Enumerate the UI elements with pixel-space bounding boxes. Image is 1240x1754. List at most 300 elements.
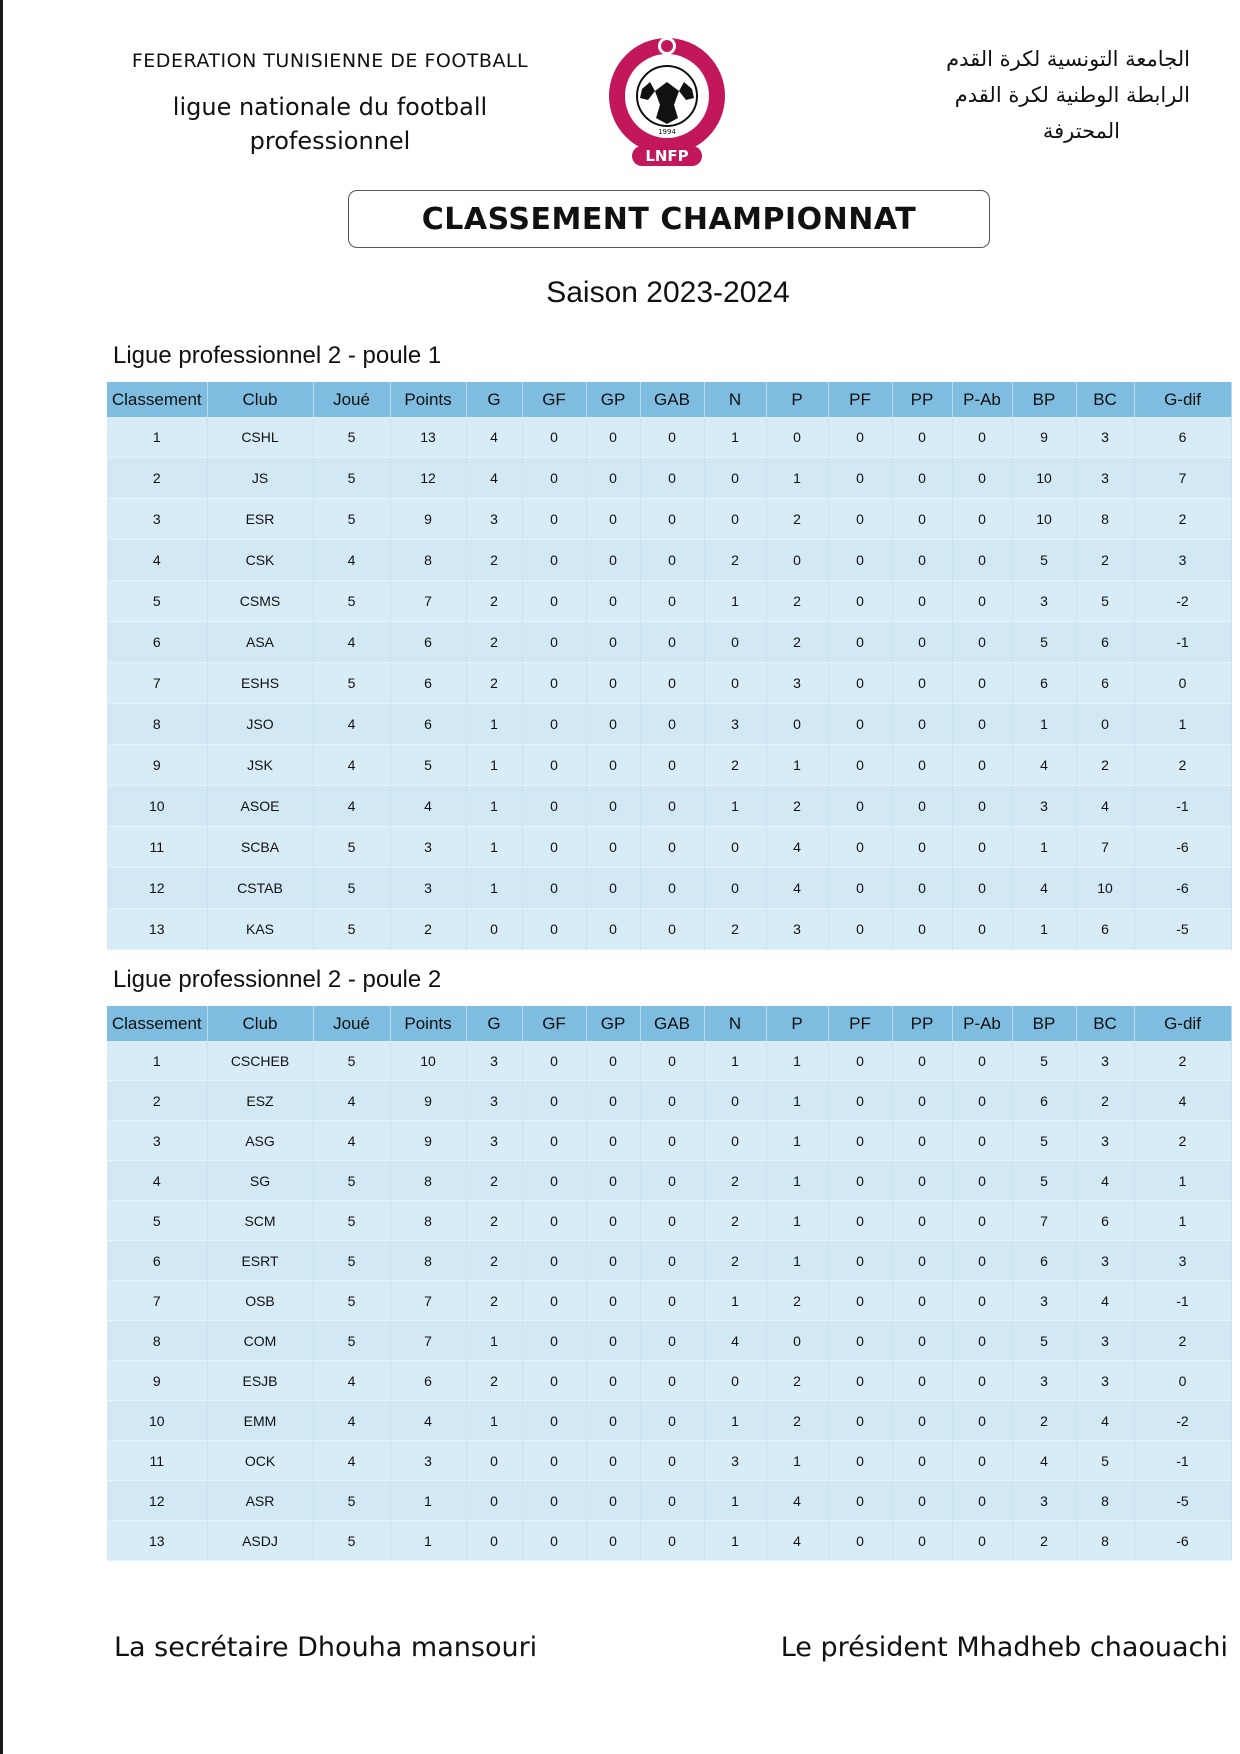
table-cell: 0 bbox=[522, 540, 586, 581]
table-cell: 0 bbox=[640, 786, 704, 827]
table-cell: -2 bbox=[1134, 581, 1231, 622]
table-cell: 0 bbox=[704, 663, 766, 704]
column-header: P-Ab bbox=[952, 1006, 1012, 1041]
table-cell: 3 bbox=[466, 1081, 522, 1121]
table-cell: 5 bbox=[313, 1281, 390, 1321]
table-cell: 1 bbox=[1134, 704, 1231, 745]
table-cell: 0 bbox=[522, 1361, 586, 1401]
table-row bbox=[107, 1041, 1231, 1081]
table-cell: 6 bbox=[390, 622, 466, 663]
table-cell: 0 bbox=[828, 1481, 892, 1521]
table-cell: 0 bbox=[640, 868, 704, 909]
table-cell: 0 bbox=[704, 499, 766, 540]
table-cell: 2 bbox=[466, 581, 522, 622]
table-cell: 0 bbox=[828, 417, 892, 458]
table-cell: 0 bbox=[704, 1081, 766, 1121]
table-cell: 0 bbox=[952, 540, 1012, 581]
table-cell: 4 bbox=[766, 827, 828, 868]
column-header: Points bbox=[390, 382, 466, 417]
table-cell: 2 bbox=[1134, 745, 1231, 786]
table-cell: 3 bbox=[1012, 1281, 1076, 1321]
table-cell: -5 bbox=[1134, 1481, 1231, 1521]
table-cell: 0 bbox=[640, 704, 704, 745]
table-cell: 0 bbox=[828, 745, 892, 786]
column-header: P bbox=[766, 382, 828, 417]
table-row bbox=[107, 827, 1231, 868]
table-cell: -1 bbox=[1134, 786, 1231, 827]
table-cell: 0 bbox=[586, 704, 640, 745]
column-header: GAB bbox=[640, 382, 704, 417]
table-cell: 0 bbox=[892, 1481, 952, 1521]
table-cell: 3 bbox=[1076, 417, 1134, 458]
table-cell: 6 bbox=[390, 663, 466, 704]
table-cell: 0 bbox=[586, 1241, 640, 1281]
table-cell: 9 bbox=[390, 1081, 466, 1121]
table-cell: 0 bbox=[586, 1081, 640, 1121]
table-row bbox=[107, 786, 1231, 827]
table-cell: 0 bbox=[586, 827, 640, 868]
table-cell: 0 bbox=[892, 1361, 952, 1401]
table-cell: 0 bbox=[466, 1441, 522, 1481]
table-cell: CSMS bbox=[207, 581, 313, 622]
table-cell: 6 bbox=[1012, 663, 1076, 704]
table-cell: 7 bbox=[1012, 1201, 1076, 1241]
table-cell: 2 bbox=[766, 1281, 828, 1321]
table-cell: 0 bbox=[586, 663, 640, 704]
table-cell: 0 bbox=[586, 499, 640, 540]
table-cell: 1 bbox=[466, 868, 522, 909]
table-cell: 5 bbox=[313, 1321, 390, 1361]
table-cell: 3 bbox=[1012, 1481, 1076, 1521]
table-row bbox=[107, 868, 1231, 909]
table-row bbox=[107, 745, 1231, 786]
table-row bbox=[107, 622, 1231, 663]
table-cell: ASOE bbox=[207, 786, 313, 827]
table-cell: 0 bbox=[704, 622, 766, 663]
column-header: BP bbox=[1012, 1006, 1076, 1041]
table-cell: 1 bbox=[704, 1401, 766, 1441]
table-cell: 6 bbox=[1076, 1201, 1134, 1241]
table-cell: 0 bbox=[828, 827, 892, 868]
table-cell: 3 bbox=[1076, 1321, 1134, 1361]
table-cell: 1 bbox=[466, 827, 522, 868]
table-cell: 10 bbox=[1012, 499, 1076, 540]
table-cell: 3 bbox=[1012, 581, 1076, 622]
table-cell: CSHL bbox=[207, 417, 313, 458]
table-cell: 0 bbox=[586, 1441, 640, 1481]
table-cell: 9 bbox=[1012, 417, 1076, 458]
table-cell: SG bbox=[207, 1161, 313, 1201]
table-cell: 0 bbox=[640, 1081, 704, 1121]
table-cell: 6 bbox=[390, 1361, 466, 1401]
table-cell: 0 bbox=[586, 1321, 640, 1361]
column-header: Club bbox=[207, 382, 313, 417]
table-cell: 4 bbox=[313, 622, 390, 663]
table-cell: 0 bbox=[522, 1401, 586, 1441]
table-cell: 0 bbox=[892, 1401, 952, 1441]
table-cell: 3 bbox=[1076, 1041, 1134, 1081]
table-cell: 2 bbox=[466, 1281, 522, 1321]
poule1-header-row bbox=[107, 382, 1231, 417]
table-cell: 0 bbox=[892, 1081, 952, 1121]
table-cell: 0 bbox=[522, 704, 586, 745]
table-cell: 1 bbox=[466, 1321, 522, 1361]
table-cell: 3 bbox=[466, 1041, 522, 1081]
table-cell: 4 bbox=[313, 745, 390, 786]
table-cell: 2 bbox=[466, 1241, 522, 1281]
column-header: GAB bbox=[640, 1006, 704, 1041]
table-cell: 2 bbox=[107, 1081, 207, 1121]
table-cell: 8 bbox=[390, 540, 466, 581]
table-cell: 3 bbox=[466, 1121, 522, 1161]
table-row bbox=[107, 704, 1231, 745]
table-cell: 2 bbox=[1012, 1521, 1076, 1561]
column-header: GF bbox=[522, 382, 586, 417]
table-cell: 0 bbox=[704, 1361, 766, 1401]
table-cell: 7 bbox=[107, 1281, 207, 1321]
table-cell: 2 bbox=[1076, 540, 1134, 581]
table-cell: 2 bbox=[766, 581, 828, 622]
table-cell: 0 bbox=[828, 499, 892, 540]
table-cell: COM bbox=[207, 1321, 313, 1361]
table-cell: 0 bbox=[828, 1121, 892, 1161]
table-cell: 0 bbox=[766, 540, 828, 581]
table-cell: 0 bbox=[586, 1121, 640, 1161]
table-cell: 4 bbox=[1134, 1081, 1231, 1121]
table-cell: 8 bbox=[107, 1321, 207, 1361]
table-cell: 8 bbox=[107, 704, 207, 745]
table-cell: 0 bbox=[522, 499, 586, 540]
table-cell: 2 bbox=[1134, 499, 1231, 540]
table-cell: 2 bbox=[704, 1241, 766, 1281]
table-cell: 4 bbox=[390, 786, 466, 827]
table-cell: ASA bbox=[207, 622, 313, 663]
table-cell: 2 bbox=[704, 1201, 766, 1241]
table-cell: 2 bbox=[704, 540, 766, 581]
table-cell: 3 bbox=[390, 868, 466, 909]
table-cell: 0 bbox=[892, 458, 952, 499]
table-cell: ESHS bbox=[207, 663, 313, 704]
table-cell: 1 bbox=[704, 417, 766, 458]
table-cell: 4 bbox=[1012, 1441, 1076, 1481]
table-cell: 1 bbox=[704, 1281, 766, 1321]
table-cell: 5 bbox=[1012, 622, 1076, 663]
table-cell: 4 bbox=[1076, 786, 1134, 827]
table-cell: 0 bbox=[892, 1441, 952, 1481]
column-header: Classement bbox=[107, 1006, 207, 1041]
table-cell: 0 bbox=[828, 1521, 892, 1561]
table-cell: 10 bbox=[1012, 458, 1076, 499]
table-cell: 0 bbox=[640, 458, 704, 499]
table-cell: 0 bbox=[952, 1281, 1012, 1321]
table-cell: 0 bbox=[586, 458, 640, 499]
table-cell: 1 bbox=[766, 1201, 828, 1241]
table-cell: 0 bbox=[828, 1321, 892, 1361]
table-cell: 0 bbox=[892, 622, 952, 663]
table-cell: JSO bbox=[207, 704, 313, 745]
arabic-line-3: المحترفة bbox=[1042, 119, 1120, 143]
table-cell: 0 bbox=[640, 1321, 704, 1361]
signature-secretaire: La secrétaire Dhouha mansouri bbox=[114, 1632, 538, 1663]
table-cell: 2 bbox=[466, 622, 522, 663]
table-cell: 2 bbox=[1134, 1041, 1231, 1081]
table-cell: 0 bbox=[586, 1201, 640, 1241]
table-cell: 0 bbox=[892, 1521, 952, 1561]
table-cell: 0 bbox=[828, 1161, 892, 1201]
table-cell: 6 bbox=[1076, 622, 1134, 663]
column-header: GP bbox=[586, 1006, 640, 1041]
table-cell: OCK bbox=[207, 1441, 313, 1481]
table-cell: 5 bbox=[313, 909, 390, 950]
table-cell: 5 bbox=[390, 745, 466, 786]
table-row bbox=[107, 1241, 1231, 1281]
table-cell: 2 bbox=[766, 786, 828, 827]
table-cell: 0 bbox=[828, 1041, 892, 1081]
table-cell: 3 bbox=[704, 704, 766, 745]
table-cell: 0 bbox=[952, 1081, 1012, 1121]
table-cell: 0 bbox=[892, 786, 952, 827]
table-cell: 5 bbox=[313, 868, 390, 909]
table-cell: 0 bbox=[892, 540, 952, 581]
table-cell: 0 bbox=[828, 1201, 892, 1241]
column-header: BP bbox=[1012, 382, 1076, 417]
table-cell: 8 bbox=[390, 1201, 466, 1241]
table-cell: -1 bbox=[1134, 622, 1231, 663]
column-header: Classement bbox=[107, 382, 207, 417]
table-cell: -5 bbox=[1134, 909, 1231, 950]
table-cell: 0 bbox=[522, 1321, 586, 1361]
table-cell: 3 bbox=[107, 499, 207, 540]
table-cell: 0 bbox=[952, 786, 1012, 827]
table-cell: 1 bbox=[704, 581, 766, 622]
table-cell: 0 bbox=[828, 540, 892, 581]
poule2-body bbox=[107, 1041, 1231, 1561]
table-cell: 0 bbox=[892, 1321, 952, 1361]
table-cell: 0 bbox=[952, 1481, 1012, 1521]
table-cell: 0 bbox=[586, 1401, 640, 1441]
column-header: G bbox=[466, 382, 522, 417]
table-cell: 4 bbox=[107, 1161, 207, 1201]
table-cell: 0 bbox=[640, 1521, 704, 1561]
table-cell: 0 bbox=[952, 1521, 1012, 1561]
ligue-name bbox=[120, 90, 540, 158]
table-cell: CSTAB bbox=[207, 868, 313, 909]
table-cell: 10 bbox=[1076, 868, 1134, 909]
table-cell: 3 bbox=[1012, 786, 1076, 827]
column-header: G-dif bbox=[1134, 382, 1231, 417]
table-cell: ASDJ bbox=[207, 1521, 313, 1561]
table-cell: 0 bbox=[704, 1121, 766, 1161]
table-cell: 4 bbox=[1012, 745, 1076, 786]
table-cell: ASG bbox=[207, 1121, 313, 1161]
table-cell: 0 bbox=[952, 499, 1012, 540]
table-cell: -6 bbox=[1134, 868, 1231, 909]
table-cell: 5 bbox=[313, 581, 390, 622]
table-cell: 5 bbox=[313, 1521, 390, 1561]
column-header: G-dif bbox=[1134, 1006, 1231, 1041]
table-cell: 1 bbox=[1134, 1201, 1231, 1241]
table-cell: 4 bbox=[313, 704, 390, 745]
table-cell: 0 bbox=[522, 1441, 586, 1481]
table-cell: 0 bbox=[466, 909, 522, 950]
table-row bbox=[107, 1521, 1231, 1561]
table-cell: CSCHEB bbox=[207, 1041, 313, 1081]
table-cell: 5 bbox=[313, 1041, 390, 1081]
column-header: Joué bbox=[313, 382, 390, 417]
table-row bbox=[107, 499, 1231, 540]
table-cell: 0 bbox=[828, 663, 892, 704]
table-cell: 0 bbox=[704, 868, 766, 909]
logo-text: LNFP bbox=[645, 147, 689, 165]
table-cell: 0 bbox=[952, 827, 1012, 868]
table-cell: -2 bbox=[1134, 1401, 1231, 1441]
table-cell: 0 bbox=[892, 827, 952, 868]
lnfp-logo bbox=[602, 34, 732, 170]
poule1-label: Ligue professionnel 2 - poule 1 bbox=[113, 342, 442, 369]
table-cell: 0 bbox=[586, 786, 640, 827]
table-cell: 0 bbox=[522, 827, 586, 868]
table-cell: 2 bbox=[766, 499, 828, 540]
logo-year: 1994 bbox=[658, 128, 676, 136]
table-cell: 6 bbox=[1076, 909, 1134, 950]
page-edge bbox=[0, 0, 3, 1754]
column-header: PF bbox=[828, 1006, 892, 1041]
table-cell: 0 bbox=[952, 663, 1012, 704]
table-row bbox=[107, 1201, 1231, 1241]
table-cell: 0 bbox=[640, 827, 704, 868]
table-cell: 2 bbox=[1076, 1081, 1134, 1121]
table-cell: 5 bbox=[313, 1481, 390, 1521]
table-cell: 0 bbox=[522, 745, 586, 786]
table-cell: 4 bbox=[313, 540, 390, 581]
table-cell: 0 bbox=[952, 1401, 1012, 1441]
table-cell: 0 bbox=[522, 417, 586, 458]
table-cell: 5 bbox=[1012, 1121, 1076, 1161]
table-cell: OSB bbox=[207, 1281, 313, 1321]
poule2-label: Ligue professionnel 2 - poule 2 bbox=[113, 966, 442, 993]
table-cell: 0 bbox=[892, 868, 952, 909]
table-cell: 11 bbox=[107, 827, 207, 868]
table-cell: 5 bbox=[107, 581, 207, 622]
table-cell: 4 bbox=[704, 1321, 766, 1361]
table-row bbox=[107, 1161, 1231, 1201]
table-cell: 0 bbox=[892, 499, 952, 540]
table-cell: 0 bbox=[828, 622, 892, 663]
column-header: PF bbox=[828, 382, 892, 417]
table-cell: 8 bbox=[1076, 1481, 1134, 1521]
table-cell: 0 bbox=[586, 868, 640, 909]
table-cell: 0 bbox=[952, 1361, 1012, 1401]
table-cell: 1 bbox=[704, 1041, 766, 1081]
table-cell: 0 bbox=[828, 909, 892, 950]
table-cell: 0 bbox=[522, 1241, 586, 1281]
table-cell: 0 bbox=[952, 458, 1012, 499]
table-cell: 3 bbox=[1076, 1361, 1134, 1401]
table-cell: 5 bbox=[313, 499, 390, 540]
table-cell: 8 bbox=[390, 1241, 466, 1281]
table-cell: 0 bbox=[952, 622, 1012, 663]
table-cell: 1 bbox=[1134, 1161, 1231, 1201]
table-cell: 6 bbox=[390, 704, 466, 745]
table-cell: 5 bbox=[313, 1201, 390, 1241]
table-cell: 6 bbox=[1076, 663, 1134, 704]
column-header: GF bbox=[522, 1006, 586, 1041]
table-cell: 0 bbox=[892, 1241, 952, 1281]
table-cell: 4 bbox=[1012, 868, 1076, 909]
table-cell: 3 bbox=[107, 1121, 207, 1161]
table-cell: 2 bbox=[766, 1361, 828, 1401]
table-cell: 0 bbox=[640, 745, 704, 786]
table-cell: 6 bbox=[107, 622, 207, 663]
table-cell: 1 bbox=[766, 1041, 828, 1081]
table-cell: 8 bbox=[1076, 499, 1134, 540]
table-cell: 1 bbox=[466, 704, 522, 745]
table-cell: ASR bbox=[207, 1481, 313, 1521]
table-row bbox=[107, 1281, 1231, 1321]
table-cell: 0 bbox=[640, 1041, 704, 1081]
table-cell: 3 bbox=[1134, 1241, 1231, 1281]
column-header: N bbox=[704, 1006, 766, 1041]
table-cell: 0 bbox=[522, 1081, 586, 1121]
table-cell: 0 bbox=[892, 1121, 952, 1161]
table-cell: 0 bbox=[586, 1281, 640, 1321]
table-cell: 0 bbox=[522, 581, 586, 622]
table-cell: -1 bbox=[1134, 1441, 1231, 1481]
table-cell: 5 bbox=[313, 1161, 390, 1201]
column-header: BC bbox=[1076, 1006, 1134, 1041]
table-cell: 3 bbox=[466, 499, 522, 540]
table-cell: 0 bbox=[522, 786, 586, 827]
table-cell: 0 bbox=[640, 1161, 704, 1201]
table-cell: 5 bbox=[313, 458, 390, 499]
column-header: N bbox=[704, 382, 766, 417]
table-row bbox=[107, 540, 1231, 581]
table-cell: 4 bbox=[390, 1401, 466, 1441]
table-cell: 1 bbox=[466, 786, 522, 827]
table-cell: 7 bbox=[390, 581, 466, 622]
table-cell: KAS bbox=[207, 909, 313, 950]
table-cell: 1 bbox=[1012, 909, 1076, 950]
table-row bbox=[107, 581, 1231, 622]
table-cell: 0 bbox=[586, 417, 640, 458]
table-cell: -6 bbox=[1134, 1521, 1231, 1561]
table-cell: 0 bbox=[522, 1041, 586, 1081]
table-cell: 0 bbox=[952, 1161, 1012, 1201]
table-cell: 5 bbox=[313, 827, 390, 868]
table-cell: 2 bbox=[766, 622, 828, 663]
table-cell: 4 bbox=[766, 868, 828, 909]
table-cell: 5 bbox=[313, 417, 390, 458]
table-cell: 0 bbox=[522, 909, 586, 950]
table-cell: 9 bbox=[390, 1121, 466, 1161]
ligue-line-2: professionnel bbox=[249, 127, 411, 155]
table-cell: 0 bbox=[952, 1321, 1012, 1361]
table-cell: 0 bbox=[640, 663, 704, 704]
header-right-arabic bbox=[860, 44, 1190, 152]
title-box bbox=[348, 190, 990, 248]
table-cell: 6 bbox=[1012, 1241, 1076, 1281]
table-cell: 0 bbox=[522, 1201, 586, 1241]
table-cell: 5 bbox=[1076, 1441, 1134, 1481]
arabic-line-1: الجامعة التونسية لكرة القدم bbox=[946, 47, 1190, 71]
table-cell: 0 bbox=[640, 540, 704, 581]
table-cell: 0 bbox=[522, 1481, 586, 1521]
table-cell: 0 bbox=[640, 909, 704, 950]
table-cell: 0 bbox=[640, 1241, 704, 1281]
table-cell: 0 bbox=[586, 581, 640, 622]
table-cell: 6 bbox=[107, 1241, 207, 1281]
table-cell: 10 bbox=[107, 786, 207, 827]
